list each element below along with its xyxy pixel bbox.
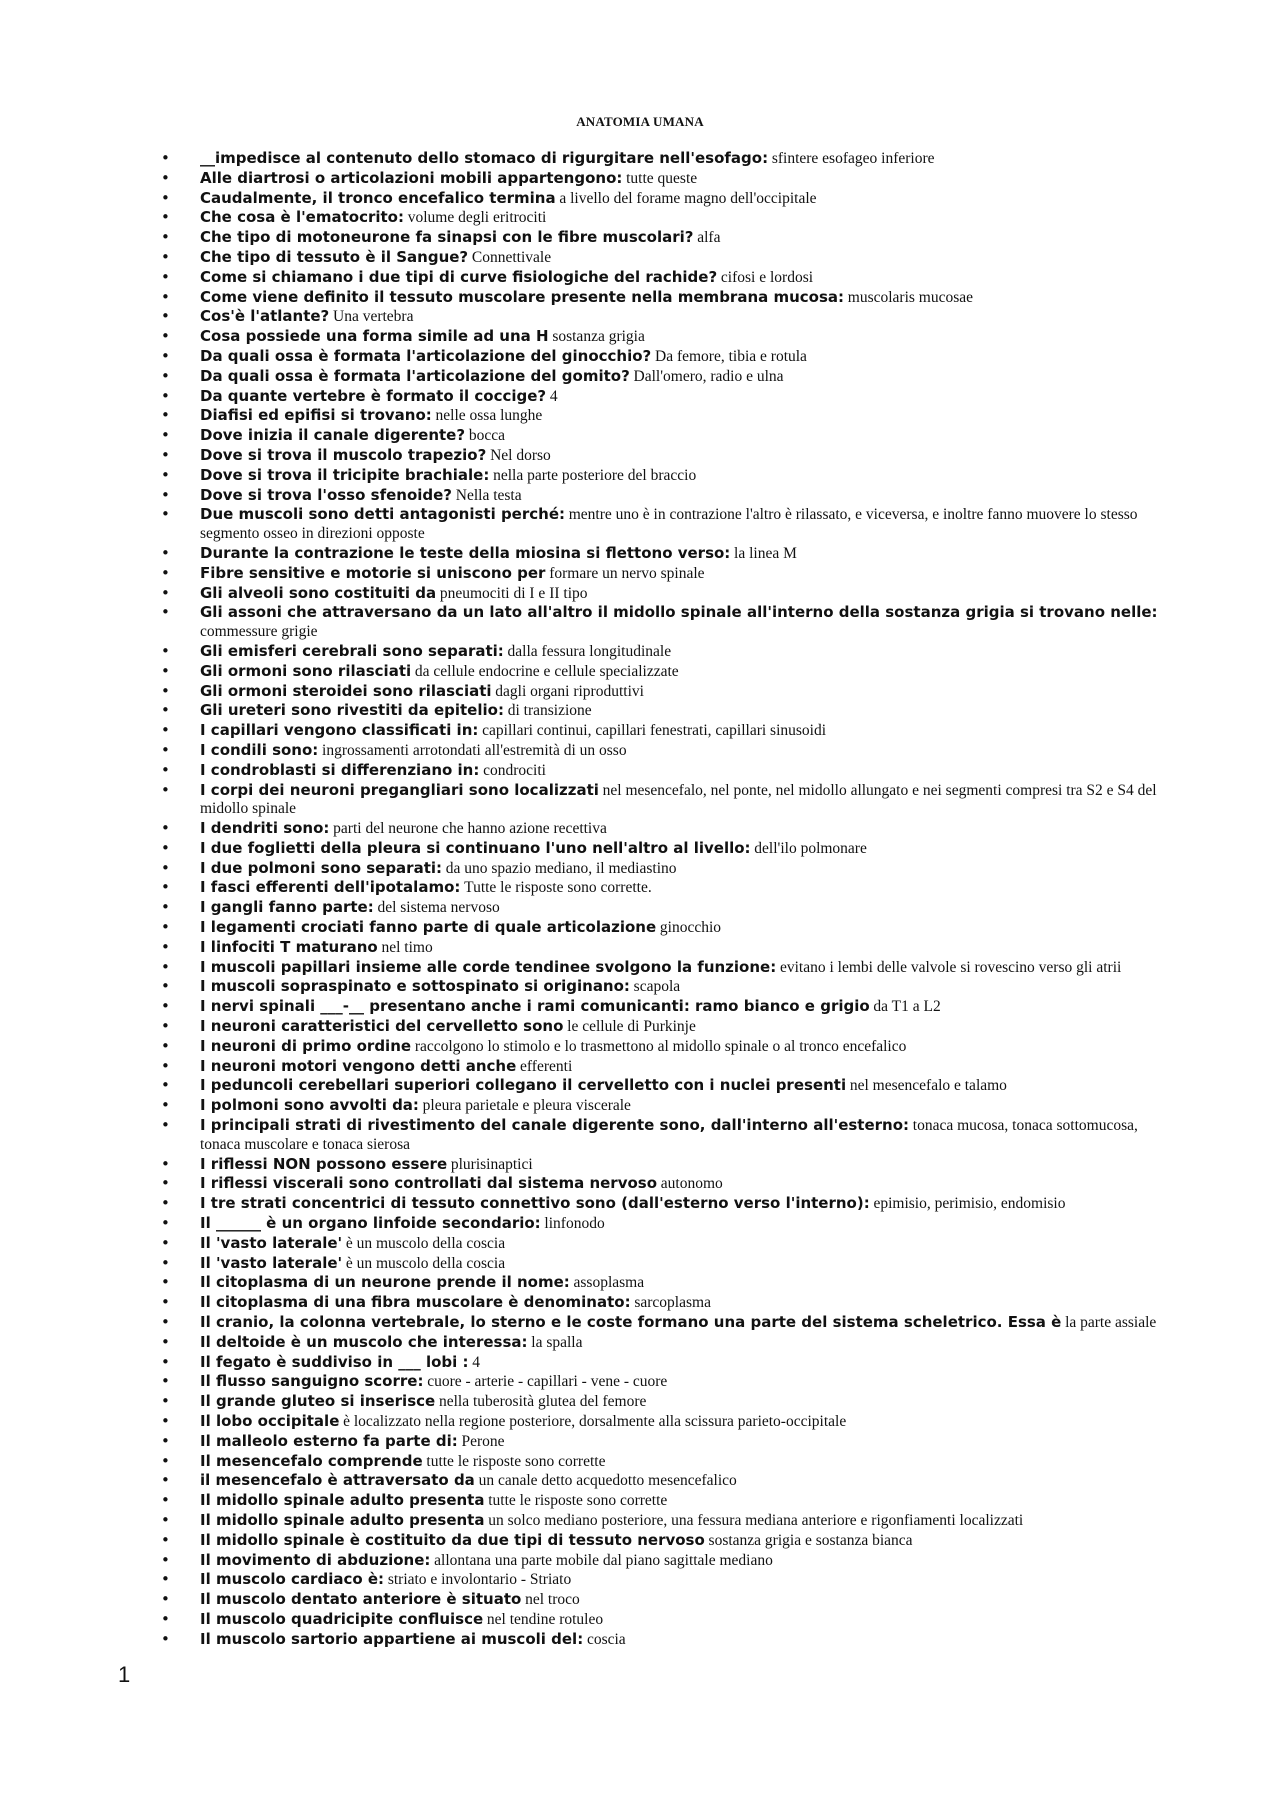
question-text: il mesencefalo è attraversato da [200,1471,475,1490]
answer-text: la parte assiale [1065,1314,1157,1332]
list-item [0,564,1280,584]
page-number: 1 [118,1662,131,1687]
list-item [0,997,1280,1017]
question-text: I gangli fanno parte: [200,898,374,917]
question-text: Dove inizia il canale digerente? [200,426,466,445]
list-item [0,1432,1280,1452]
list-item [0,446,1280,466]
answer-text: un solco mediano posteriore, una fessura mediana anteriore e rigonfiamenti localizzati [488,1511,1024,1529]
answer-text: formare un nervo spinale [549,564,705,582]
answer-text: bocca [468,427,505,445]
list-item [0,406,1280,426]
question-text: Il movimento di abduzione: [200,1550,431,1569]
question-text: Il midollo spinale adulto presenta [200,1491,485,1510]
question-text: Il mesencefalo comprende [200,1451,423,1470]
list-item [0,1630,1280,1650]
question-text: Gli ormoni steroidei sono rilasciati [200,681,492,700]
list-item [0,505,1280,544]
question-text: I neuroni di primo ordine [200,1036,412,1055]
question-text: Il lobo occipitale [200,1412,340,1430]
question-text: Il ______ è un organo linfoide secondario: [200,1214,541,1233]
answer-text: assoplasma [573,1274,645,1292]
list-item [0,1313,1280,1333]
question-text: Diafisi ed epifisi si trovano: [200,406,432,425]
list-item [0,603,1280,642]
answer-text: del sistema nervoso [377,899,500,917]
list-item [0,1392,1280,1412]
answer-text: mentre uno è in contrazione l'altro è rilassato, e viceversa, e inoltre fanno muovere lo stesso segmento osseo in direzioni opposte [200,506,1138,543]
question-text: I muscoli papillari insieme alle corde tendinee svolgono la funzione: [200,957,777,976]
answer-text: da cellule endocrine e cellule specializzate [414,662,679,680]
list-item [0,938,1280,958]
question-text: I riflessi NON possono essere [200,1154,448,1173]
answer-text: è un muscolo della coscia [345,1254,506,1272]
list-item [0,761,1280,781]
list-item [0,859,1280,879]
question-text: I fasci efferenti dell'ipotalamo: [200,878,461,897]
list-item [0,781,1280,820]
list-item [0,642,1280,662]
question-text: I condroblasti si differenziano in: [200,760,480,779]
list-item [0,662,1280,682]
question-text: Due muscoli sono detti antagonisti perché: [200,505,565,524]
answer-text: cifosi e lordosi [720,268,814,286]
list-item [0,1017,1280,1037]
list-item [0,1590,1280,1610]
answer-text: nel tendine rotuleo [486,1610,604,1628]
list-item [0,208,1280,228]
question-text: I peduncoli cerebellari superiori collegano il cervelletto con i nuclei presenti [200,1076,847,1095]
answer-text: muscolaris mucosae [847,288,974,306]
answer-text: Perone [461,1432,505,1450]
answer-text: nel troco [525,1591,580,1609]
question-text: I neuroni caratteristici del cervelletto sono [200,1017,564,1036]
answer-text: evitano i lembi delle valvole si rovescino verso gli atrii [779,958,1122,976]
list-item [0,1551,1280,1571]
answer-text: è localizzato nella regione posteriore, dorsalmente alla scissura parieto-occipitale [343,1413,847,1430]
question-text: Cosa possiede una forma simile ad una H [200,327,549,346]
list-item [0,228,1280,248]
question-text: Il malleolo esterno fa parte di: [200,1431,458,1450]
list-item [0,307,1280,327]
question-text: Gli ureteri sono rivestiti da epitelio: [200,701,504,720]
question-text: Il grande gluteo si inserisce [200,1392,436,1411]
answer-text: scapola [633,978,681,996]
answer-text: 4 [472,1353,481,1371]
answer-text: linfonodo [544,1215,605,1233]
question-text: Gli assoni che attraversano da un lato all'altro il midollo spinale all'interno della sostanza grigia si trovano nelle: [200,603,1158,622]
question-text: Che cosa è l'ematocrito: [200,208,404,227]
answer-text: ginocchio [659,919,722,937]
list-item [0,1194,1280,1214]
question-text: I due foglietti della pleura si continuano l'uno nell'altro al livello: [200,838,751,857]
question-text: Il muscolo sartorio appartiene ai muscoli del: [200,1629,584,1648]
question-text: Il 'vasto laterale' [200,1253,343,1272]
answer-text: ingrossamenti arrotondati all'estremità di un osso [322,741,627,759]
list-item [0,918,1280,938]
answer-text: condrociti [483,761,546,779]
question-text: I principali strati di rivestimento del canale digerente sono, dall'interno all'esterno: [200,1116,910,1135]
list-item [0,486,1280,506]
answer-text: allontana una parte mobile dal piano sagittale mediano [434,1551,773,1569]
answer-text: Dall'omero, radio e ulna [633,367,784,385]
list-item [0,1531,1280,1551]
list-item [0,466,1280,486]
question-text: I tre strati concentrici di tessuto connettivo sono (dall'esterno verso l'interno): [200,1194,870,1213]
question-text: Gli ormoni sono rilasciati [200,661,412,680]
answer-text: Da femore, tibia e rotula [655,347,807,365]
list-item [0,1273,1280,1293]
list-item [0,1076,1280,1096]
question-text: I corpi dei neuroni pregangliari sono localizzati [200,780,599,799]
question-text: Gli alveoli sono costituiti da [200,583,437,602]
answer-text: autonomo [660,1175,723,1193]
list-item [0,1293,1280,1313]
list-item [0,721,1280,741]
list-item [0,1037,1280,1057]
question-text: Fibre sensitive e motorie si uniscono per [200,563,546,582]
question-text: I condili sono: [200,740,319,759]
list-item [0,819,1280,839]
answer-text: volume degli eritrociti [407,209,547,227]
question-text: Il citoplasma di un neurone prende il nome: [200,1273,570,1292]
answer-text: striato e involontario - Striato [387,1571,572,1589]
list-item [0,1155,1280,1175]
answer-text: nelle ossa lunghe [435,407,543,425]
question-text: Cos'è l'atlante? [200,307,330,326]
question-text: Il midollo spinale adulto presenta [200,1510,485,1529]
list-item [0,1214,1280,1234]
list-item [0,1234,1280,1254]
answer-text: sostanza grigia e sostanza bianca [708,1531,913,1549]
question-text: Come si chiamano i due tipi di curve fisiologiche del rachide? [200,267,718,286]
answer-text: pleura parietale e pleura viscerale [422,1097,631,1115]
answer-text: raccolgono lo stimolo e lo trasmettono al midollo spinale o al tronco encefalico [414,1037,907,1055]
answer-text: nel mesencefalo, nel ponte, nel midollo allungato e nei segmenti compresi tra S2 e S4 del midollo spinale [200,781,1157,818]
list-item [0,1491,1280,1511]
answer-text: la spalla [531,1333,583,1351]
question-text: Dove si trova il muscolo trapezio? [200,445,487,464]
question-text: I due polmoni sono separati: [200,858,443,877]
list-item [0,367,1280,387]
list-item [0,1412,1280,1432]
answer-text: nella tuberosità glutea del femore [438,1393,647,1411]
list-item [0,248,1280,268]
list-item [0,268,1280,288]
answer-text: capillari continui, capillari fenestrati, capillari sinusoidi [482,722,827,740]
list-item [0,741,1280,761]
list-item [0,1254,1280,1274]
qa-list [0,149,1280,1650]
question-text: I capillari vengono classificati in: [200,721,479,740]
document-title: ANATOMIA UMANA [576,114,704,129]
list-item [0,839,1280,859]
list-item [0,347,1280,367]
question-text: Il flusso sanguigno scorre: [200,1372,424,1391]
list-item [0,958,1280,978]
list-item [0,977,1280,997]
answer-text: parti del neurone che hanno azione recettiva [333,820,607,838]
answer-text: dalla fessura longitudinale [507,642,672,660]
question-text: I polmoni sono avvolti da: [200,1096,419,1115]
answer-text: nella parte posteriore del braccio [493,466,697,484]
answer-text: cuore - arterie - capillari - vene - cuore [427,1373,668,1391]
answer-text: dell'ilo polmonare [754,839,867,857]
question-text: Come viene definito il tessuto muscolare presente nella membrana mucosa: [200,287,845,306]
answer-text: è un muscolo della coscia [345,1234,506,1252]
question-text: Gli emisferi cerebrali sono separati: [200,641,504,660]
question-text: Il cranio, la colonna vertebrale, lo sterno e le coste formano una parte del sistema scheletrico. Essa è [200,1313,1062,1332]
answer-text: Nel dorso [490,446,551,464]
question-text: Il 'vasto laterale' [200,1233,343,1252]
question-text: Che tipo di motoneurone fa sinapsi con le fibre muscolari? [200,228,694,247]
answer-text: sostanza grigia [552,328,645,346]
list-item [0,878,1280,898]
list-item [0,1570,1280,1590]
list-item [0,1471,1280,1491]
answer-text: tutte queste [626,169,698,187]
answer-text: un canale detto acquedotto mesencefalico [478,1472,737,1490]
answer-text: Tutte le risposte sono corrette. [464,879,652,897]
list-item [0,898,1280,918]
list-item [0,426,1280,446]
question-text: Dove si trova il tricipite brachiale: [200,465,490,484]
question-text: Il citoplasma di una fibra muscolare è denominato: [200,1293,631,1312]
question-text: Il midollo spinale è costituito da due tipi di tessuto nervoso [200,1530,705,1549]
answer-text: Connettivale [471,248,552,266]
list-item [0,682,1280,702]
list-item [0,584,1280,604]
question-text: Caudalmente, il tronco encefalico termina [200,188,556,207]
answer-text: dagli organi riproduttivi [495,682,644,700]
answer-text: tutte le risposte sono corrette [426,1452,606,1470]
list-item [0,1511,1280,1531]
answer-text: da T1 a L2 [873,998,941,1016]
answer-text: epimisio, perimisio, endomisio [873,1195,1066,1213]
question-text: __impedisce al contenuto dello stomaco di rigurgitare nell'esofago: [200,149,769,167]
question-text: Da quante vertebre è formato il coccige? [200,386,547,405]
answer-text: plurisinaptici [450,1155,533,1173]
answer-text: 4 [549,387,558,405]
list-item [0,1116,1280,1155]
answer-text: coscia [586,1630,626,1648]
answer-text: Una vertebra [333,308,414,326]
answer-text: commessure grigie [200,623,318,641]
list-item [0,1333,1280,1353]
list-item [0,169,1280,189]
question-text: Alle diartrosi o articolazioni mobili appartengono: [200,168,623,187]
list-item [0,1096,1280,1116]
answer-text: sfintere esofageo inferiore [771,150,935,167]
question-text: Che tipo di tessuto è il Sangue? [200,247,469,266]
answer-text: tutte le risposte sono corrette [488,1492,668,1510]
list-item [0,1174,1280,1194]
list-item [0,288,1280,308]
question-text: I nervi spinali ___-__ presentano anche i rami comunicanti: ramo bianco e grigio [200,997,870,1016]
answer-text: nel timo [381,938,433,956]
question-text: Da quali ossa è formata l'articolazione del gomito? [200,366,630,385]
list-item [0,1057,1280,1077]
question-text: I legamenti crociati fanno parte di quale articolazione [200,918,657,937]
answer-text: le cellule di Purkinje [567,1018,696,1036]
list-item [0,544,1280,564]
answer-text: da uno spazio mediano, il mediastino [445,859,677,877]
question-text: Il muscolo cardiaco è: [200,1570,385,1589]
answer-text: a livello del forame magno dell'occipitale [559,189,817,207]
answer-text: efferenti [520,1057,573,1075]
question-text: Da quali ossa è formata l'articolazione del ginocchio? [200,346,652,365]
answer-text: alfa [697,229,721,247]
answer-text: tonaca mucosa, tonaca sottomucosa, tonaca muscolare e tonaca sierosa [200,1117,1138,1153]
list-item [0,1353,1280,1373]
answer-text: Nella testa [455,486,522,504]
question-text: Dove si trova l'osso sfenoide? [200,485,453,504]
question-text: Il muscolo dentato anteriore è situato [200,1590,522,1609]
question-text: Durante la contrazione le teste della miosina si flettono verso: [200,543,731,562]
list-item [0,1452,1280,1472]
question-text: Il deltoide è un muscolo che interessa: [200,1332,528,1351]
question-text: Il muscolo quadricipite confluisce [200,1609,484,1628]
list-item [0,149,1280,169]
list-item [0,327,1280,347]
answer-text: sarcoplasma [634,1294,711,1312]
question-text: I riflessi viscerali sono controllati dal sistema nervoso [200,1174,658,1193]
list-item [0,387,1280,407]
answer-text: pneumociti di I e II tipo [439,584,588,602]
list-item [0,189,1280,209]
answer-text: di transizione [507,702,592,720]
list-item [0,1372,1280,1392]
list-item [0,1610,1280,1630]
question-text: I dendriti sono: [200,819,330,838]
answer-text: nel mesencefalo e talamo [849,1077,1007,1095]
question-text: I neuroni motori vengono detti anche [200,1056,517,1075]
answer-text: la linea M [734,544,797,562]
question-text: I muscoli sopraspinato e sottospinato si originano: [200,977,630,996]
question-text: Il fegato è suddiviso in ___ lobi : [200,1352,469,1371]
list-item [0,701,1280,721]
question-text: I linfociti T maturano [200,937,378,956]
